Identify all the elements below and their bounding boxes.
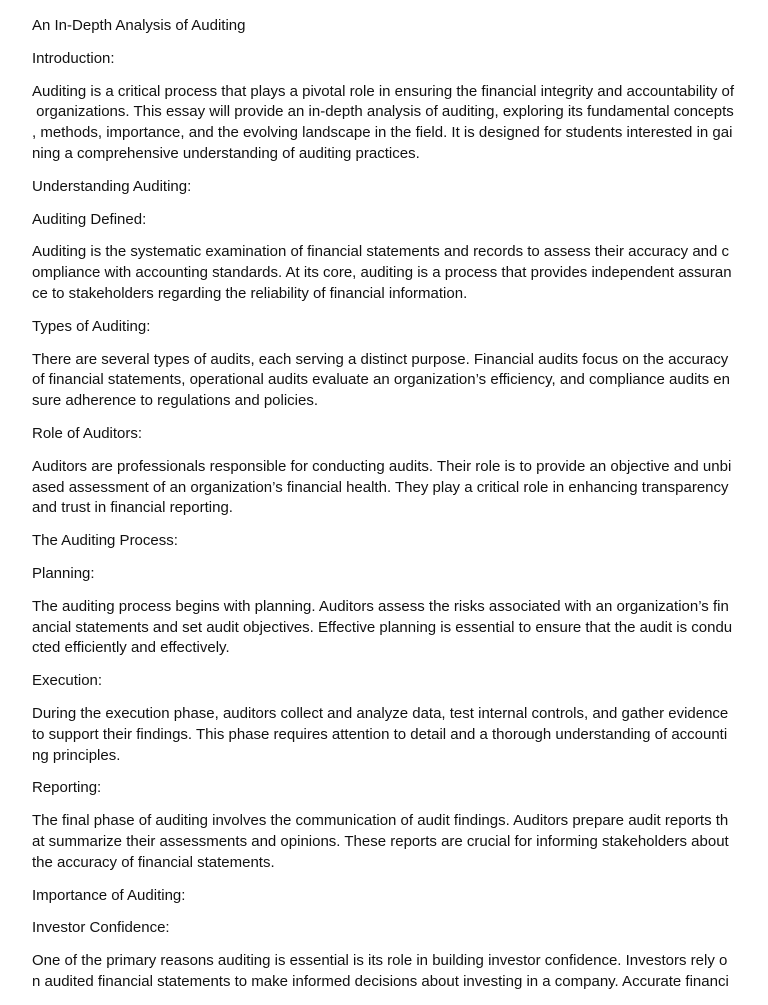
text-line: ancial statements and set audit objectives. Effective planning is essential to ensure that the audit is condu	[32, 618, 733, 636]
text-line: organizations. This essay will provide an in-depth analysis of auditing, exploring its fundamental concepts	[32, 103, 734, 121]
text-line: Role of Auditors:	[32, 424, 143, 442]
text-line: ompliance with accounting standards. At its core, auditing is a process that provides independent assuran	[32, 264, 732, 282]
text-line: sure adherence to regulations and policies.	[32, 392, 319, 410]
section-heading	[32, 49, 762, 70]
paragraph	[32, 704, 762, 766]
paragraph	[32, 350, 762, 412]
text-line: During the execution phase, auditors collect and analyze data, test internal controls, and gather evidence	[32, 704, 729, 722]
section-heading	[32, 210, 762, 231]
section-heading	[32, 886, 762, 907]
text-line: , methods, importance, and the evolving landscape in the field. It is designed for students interested in gai	[32, 124, 733, 142]
document-content	[32, 49, 762, 993]
section-heading	[32, 531, 762, 552]
document-title: An In-Depth Analysis of Auditing	[32, 17, 246, 34]
section-heading	[32, 177, 762, 198]
text-line: to support their findings. This phase requires attention to detail and a thorough understanding of accounti	[32, 725, 728, 743]
paragraph	[32, 597, 762, 659]
text-line: The Auditing Process:	[32, 532, 178, 550]
paragraph	[32, 951, 762, 993]
text-line: of financial statements, operational audits evaluate an organization’s efficiency, and compliance audits en	[32, 371, 730, 389]
text-line: and trust in financial reporting.	[32, 499, 233, 517]
section-heading	[32, 918, 762, 939]
section-heading	[32, 424, 762, 445]
text-line: Auditing is a critical process that plays a pivotal role in ensuring the financial integrity and accountability of	[32, 82, 735, 100]
text-line: Auditing is the systematic examination of financial statements and records to assess their accuracy and c	[32, 243, 730, 261]
text-line: Types of Auditing:	[32, 317, 151, 335]
text-line: The auditing process begins with planning. Auditors assess the risks associated with an organization’s fin	[32, 597, 729, 615]
section-heading	[32, 778, 762, 799]
text-line: the accuracy of financial statements.	[32, 853, 275, 871]
document-body	[32, 16, 762, 1005]
text-line: cted efficiently and effectively.	[32, 639, 230, 657]
section-heading	[32, 564, 762, 585]
section-heading	[32, 671, 762, 692]
text-line: One of the primary reasons auditing is essential is its role in building investor confidence. Investors rely o	[32, 952, 728, 970]
text-line: ce to stakeholders regarding the reliability of financial information.	[32, 284, 468, 302]
section-heading	[32, 317, 762, 338]
text-line: Execution:	[32, 672, 103, 690]
text-line: Auditors are professionals responsible for conducting audits. Their role is to provide an objective and unbi	[32, 457, 732, 475]
text-line: n audited financial statements to make informed decisions about investing in a company. Accurate financi	[32, 972, 729, 990]
text-line: There are several types of audits, each serving a distinct purpose. Financial audits focus on the accuracy	[32, 350, 729, 368]
text-line: Planning:	[32, 564, 95, 582]
paragraph	[32, 457, 762, 519]
text-line: ning a comprehensive understanding of auditing practices.	[32, 144, 420, 162]
text-line: Introduction:	[32, 49, 115, 67]
paragraph	[32, 811, 762, 873]
paragraph	[32, 82, 762, 165]
text-line: Importance of Auditing:	[32, 886, 186, 904]
text-line: Understanding Auditing:	[32, 177, 192, 195]
text-line: Auditing Defined:	[32, 210, 147, 228]
text-line: Investor Confidence:	[32, 919, 170, 937]
text-line: ng principles.	[32, 746, 121, 764]
paragraph	[32, 242, 762, 304]
text-line: The final phase of auditing involves the communication of audit findings. Auditors prepare audit reports th	[32, 812, 729, 830]
text-line: Reporting:	[32, 779, 102, 797]
text-line: ased assessment of an organization’s financial health. They play a critical role in enhancing transparency	[32, 478, 729, 496]
text-line: at summarize their assessments and opinions. These reports are crucial for informing stakeholders about	[32, 832, 729, 850]
